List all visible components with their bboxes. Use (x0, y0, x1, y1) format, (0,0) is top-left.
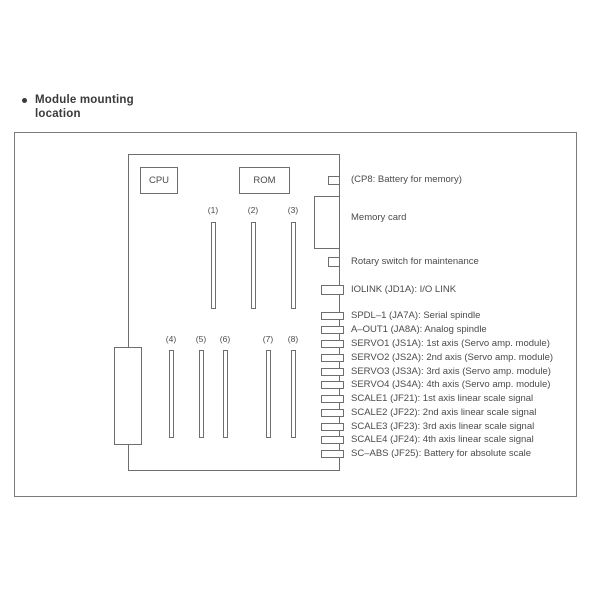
cpu-module: CPU (140, 167, 178, 194)
slot-bar-3 (291, 222, 296, 309)
slot-bar-6 (223, 350, 228, 438)
label-servo3: SERVO3 (JS3A): 3rd axis (Servo amp. module) (351, 366, 551, 377)
slot-bar-8 (291, 350, 296, 438)
memory-card-slot (314, 196, 340, 249)
board-outline (128, 154, 340, 471)
slot-bar-2 (251, 222, 256, 309)
connector-scale4 (321, 436, 344, 444)
cp8-connector (328, 176, 340, 185)
label-servo2: SERVO2 (JS2A): 2nd axis (Servo amp. module) (351, 352, 554, 363)
label-aout1: A–OUT1 (JA8A): Analog spindle (351, 324, 487, 335)
label-scale1: SCALE1 (JF21): 1st axis linear scale signal (351, 393, 534, 404)
section-title-line2: location (35, 108, 81, 120)
rotary-switch-label: Rotary switch for maintenance (351, 256, 479, 267)
label-scale2: SCALE2 (JF22): 2nd axis linear scale signal (351, 407, 537, 418)
iolink-connector (321, 285, 344, 295)
connector-servo3 (321, 368, 344, 376)
label-servo4: SERVO4 (JS4A): 4th axis (Servo amp. module) (351, 379, 551, 390)
connector-servo1 (321, 340, 344, 348)
slot-label-6: (6) (219, 334, 231, 344)
slot-label-7: (7) (262, 334, 274, 344)
connector-scale2 (321, 409, 344, 417)
slot-label-2: (2) (247, 205, 259, 215)
slot-bar-5 (199, 350, 204, 438)
slot-label-5: (5) (195, 334, 207, 344)
label-scabs: SC–ABS (JF25): Battery for absolute scale (351, 448, 532, 459)
label-scale3: SCALE3 (JF23): 3rd axis linear scale signal (351, 421, 535, 432)
slot-label-4: (4) (165, 334, 177, 344)
connector-aout1 (321, 326, 344, 334)
slot-label-3: (3) (287, 205, 299, 215)
connector-scale1 (321, 395, 344, 403)
bullet-icon (22, 98, 27, 103)
rotary-switch (328, 257, 340, 267)
slot-label-8: (8) (287, 334, 299, 344)
slot-bar-1 (211, 222, 216, 309)
iolink-label: IOLINK (JD1A): I/O LINK (351, 284, 457, 295)
connector-scale3 (321, 423, 344, 431)
slot-label-1: (1) (207, 205, 219, 215)
cp8-label: (CP8: Battery for memory) (351, 174, 462, 185)
connector-servo2 (321, 354, 344, 362)
section-title (35, 93, 134, 121)
label-servo1: SERVO1 (JS1A): 1st axis (Servo amp. module) (351, 338, 550, 349)
label-scale4: SCALE4 (JF24): 4th axis linear scale signal (351, 434, 534, 445)
rom-module: ROM (239, 167, 290, 194)
label-spdl1: SPDL–1 (JA7A): Serial spindle (351, 310, 481, 321)
slot-bar-7 (266, 350, 271, 438)
slot-bar-4 (169, 350, 174, 438)
connector-spdl1 (321, 312, 344, 320)
connector-servo4 (321, 381, 344, 389)
section-title-block (22, 93, 134, 121)
section-title-line1: Module mounting (35, 94, 134, 106)
connector-scabs (321, 450, 344, 458)
left-edge-connector (114, 347, 142, 445)
memory-card-label: Memory card (351, 212, 407, 223)
